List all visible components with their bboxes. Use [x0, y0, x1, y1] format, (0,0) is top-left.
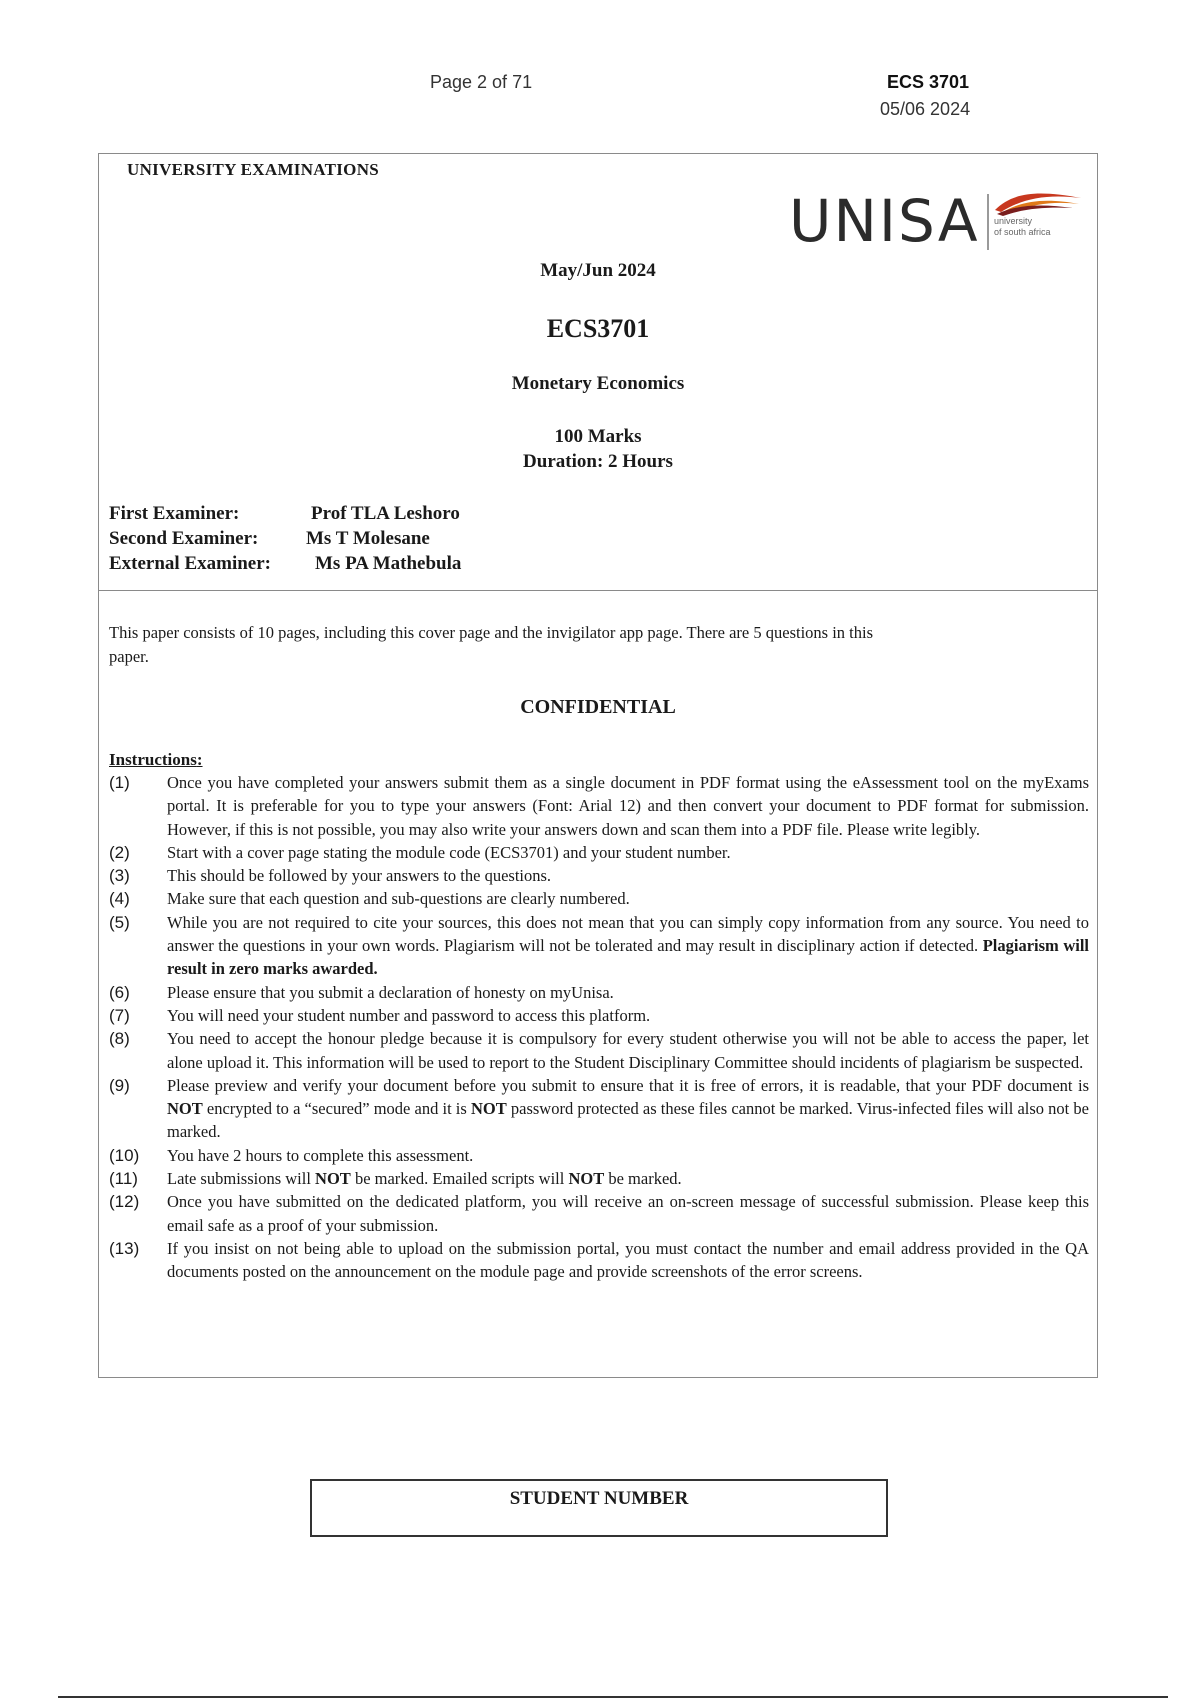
exam-duration: Duration: 2 Hours: [523, 451, 673, 472]
instruction-text: be marked.: [604, 1169, 682, 1189]
instruction-text: Once you have completed your answers submit them as a single document in PDF format using the eAssessment tool on the myExams portal. It is preferable for you to type your answers (Font: Arial 12) and then convert your document to PDF format for submission. However, if this is not possible, you may also write your answers down and scan them into a PDF file. Please write legibly.: [167, 773, 1089, 839]
emphasis-text: NOT: [470, 1099, 507, 1119]
logo-tagline-line2: of south africa: [994, 227, 1051, 237]
first-examiner-label: First Examiner:: [109, 503, 240, 524]
instruction-text: This should be followed by your answers to the questions.: [167, 866, 552, 886]
instruction-number: (7): [109, 1005, 130, 1025]
first-examiner-row: [109, 503, 460, 525]
instruction-text: While you are not required to cite your sources, this does not mean that you can simply copy information from any source. You need to answer the questions in your own words. Plagiarism will not be tolerated and may result in disciplinary action if detected.: [167, 912, 1089, 956]
instruction-number: (11): [109, 1169, 138, 1189]
total-marks: 100 Marks: [554, 426, 642, 447]
instruction-item: [109, 1027, 1089, 1074]
logo-divider: [987, 194, 989, 250]
instruction-item: [109, 1190, 1089, 1237]
instructions-heading-colon: :: [196, 750, 203, 769]
logo-tagline-line1: university: [994, 216, 1033, 226]
instruction-text: You have 2 hours to complete this assessment.: [167, 1145, 474, 1165]
exam-session: May/Jun 2024: [540, 260, 656, 281]
instruction-number: (13): [109, 1238, 140, 1258]
header-date: 05/06 2024: [880, 99, 971, 119]
unisa-logo-word: UNISA: [789, 187, 980, 255]
module-code: ECS3701: [546, 314, 650, 343]
instruction-number: (10): [109, 1145, 140, 1165]
footer-rule: [58, 1696, 1168, 1698]
instruction-text: You need to accept the honour pledge because it is compulsory for every student otherwise you will not be able to access the paper, let alone upload it. This information will be used to report to the Student Disciplinary Committee should incidents of plagiarism be suspected.: [167, 1029, 1089, 1072]
student-number-box[interactable]: [310, 1479, 888, 1537]
instruction-item: [109, 864, 1089, 887]
logo-tagline: [994, 216, 1084, 238]
university-examinations-label: UNIVERSITY EXAMINATIONS: [127, 160, 380, 179]
instruction-item: [109, 911, 1089, 981]
instruction-item: [109, 771, 1089, 841]
instructions-box: [98, 590, 1098, 1378]
header-module-code: ECS 3701: [887, 72, 970, 92]
student-number-label: STUDENT NUMBER: [509, 1488, 689, 1509]
instruction-item: [109, 887, 1089, 910]
plagiarism-warning: Plagiarism will result in zero marks awarded.: [167, 936, 1089, 979]
second-examiner-label: Second Examiner:: [109, 528, 259, 549]
instruction-text: Once you have submitted on the dedicated platform, you will receive an on-screen message of successful submission. Please keep this email safe as a proof of your submission.: [167, 1192, 1089, 1235]
external-examiner-label: External Examiner:: [109, 553, 272, 574]
instruction-number: (8): [109, 1029, 130, 1049]
instruction-text: be marked. Emailed scripts will: [350, 1169, 569, 1189]
page-indicator: Page 2 of 71: [430, 72, 533, 92]
instruction-text: password protected as these files cannot be marked. Virus-infected files will also not be marked.: [167, 1099, 1089, 1142]
unisa-logo: [789, 186, 1089, 256]
instruction-number: (1): [109, 773, 130, 792]
instruction-text: You will need your student number and password to access this platform.: [167, 1005, 651, 1025]
instruction-number: (3): [109, 866, 130, 886]
instruction-item: [109, 1144, 1089, 1167]
instruction-item: [109, 1237, 1089, 1284]
emphasis-text: NOT: [167, 1099, 203, 1119]
instruction-text: Late submissions will: [167, 1169, 316, 1189]
instruction-item: [109, 1004, 1089, 1027]
instructions-heading: [109, 750, 203, 770]
instruction-item: [109, 841, 1089, 864]
instruction-number: (9): [109, 1075, 130, 1095]
paper-intro: This paper consists of 10 pages, including this cover page and the invigilator app page. There are 5 questions in this paper.: [109, 623, 874, 666]
confidential-label: CONFIDENTIAL: [520, 696, 676, 718]
instruction-text: encrypted to a “secured” mode and it is: [202, 1099, 471, 1119]
second-examiner-row: [109, 528, 430, 550]
instruction-text: Please preview and verify your document before you submit to ensure that it is free of errors, it is readable, that your PDF document is: [167, 1075, 1089, 1095]
instruction-text: Make sure that each question and sub-questions are clearly numbered.: [167, 889, 630, 909]
second-examiner-name: Ms T Molesane: [306, 528, 430, 549]
instruction-number: (6): [109, 982, 130, 1002]
instruction-number: (2): [109, 842, 130, 862]
instruction-item: [109, 1074, 1089, 1144]
instruction-text: Start with a cover page stating the module code (ECS3701) and your student number.: [167, 842, 731, 862]
emphasis-text: NOT: [568, 1169, 605, 1189]
instructions-heading-text: Instructions: [109, 750, 197, 769]
instruction-number: (12): [109, 1192, 140, 1212]
module-title: Monetary Economics: [511, 373, 685, 394]
unisa-swoosh-icon: [993, 188, 1085, 218]
external-examiner-row: [109, 553, 462, 575]
external-examiner-name: Ms PA Mathebula: [315, 553, 462, 574]
instruction-item: [109, 1167, 1089, 1190]
cover-box: [98, 153, 1098, 591]
instruction-number: (4): [109, 889, 130, 909]
instruction-text: Please ensure that you submit a declaration of honesty on myUnisa.: [167, 982, 614, 1002]
instruction-text: If you insist on not being able to upload on the submission portal, you must contact the number and email address provided in the QA documents posted on the announcement on the module page and provide screenshots of the error screens.: [167, 1238, 1089, 1282]
instruction-number: (5): [109, 912, 130, 932]
instructions-list: [109, 771, 1089, 1284]
emphasis-text: NOT: [315, 1169, 351, 1189]
instruction-item: [109, 981, 1089, 1004]
first-examiner-name: Prof TLA Leshoro: [311, 503, 460, 524]
